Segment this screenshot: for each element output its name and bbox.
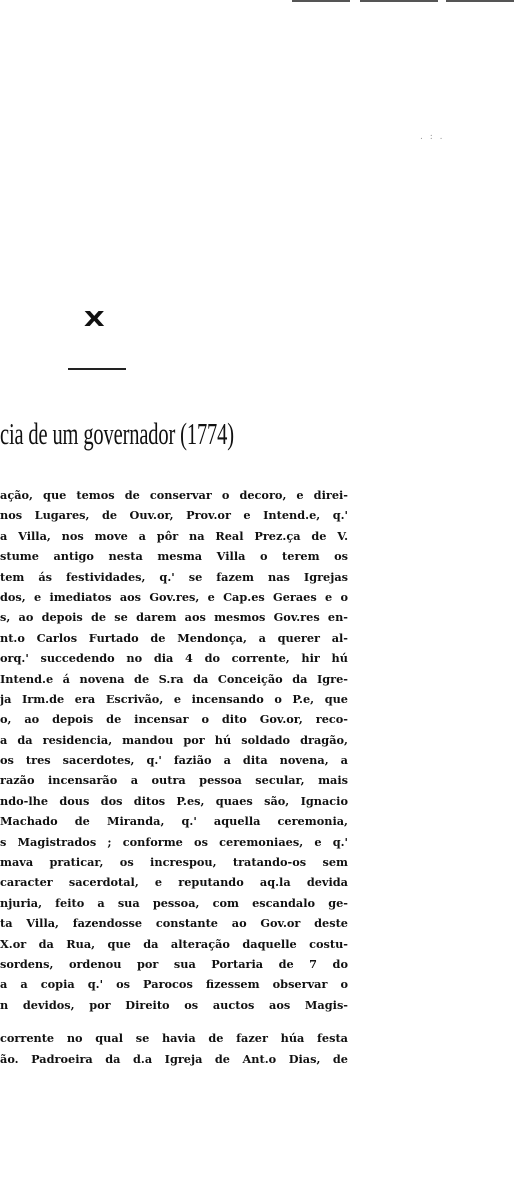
text-line: nos Lugares, de Ouv.or, Prov.or e Intend.e, q.' (0, 508, 348, 523)
top-edge-rule (292, 0, 350, 2)
chapter-title: cia de um governador (1774) (0, 416, 234, 451)
text-line: mava praticar, os increspou, tratando-os sem (0, 855, 348, 870)
text-line: ão. Padroeira da d.a Igreja de Ant.o Dias, de (0, 1051, 348, 1066)
text-line: njuria, feito a sua pessoa, com escandalo ge- (0, 895, 348, 910)
text-line: nt.o Carlos Furtado de Mendonça, a querer al- (0, 630, 348, 645)
text-line: ta Villa, fazendosse constante ao Gov.or deste (0, 916, 348, 931)
text-line: corrente no qual se havia de fazer húa festa (0, 1031, 348, 1046)
scan-speck: . : . (420, 132, 445, 142)
text-line: a da residencia, mandou por hú soldado dragão, (0, 732, 348, 747)
text-line: X.or da Rua, que da alteração daquelle costu- (0, 936, 348, 951)
text-line: ndo-lhe dous dos ditos P.es, quaes são, Ignacio (0, 793, 348, 808)
text-line: Machado de Miranda, q.' aquella ceremonia, (0, 814, 348, 829)
text-line: s, ao depois de se darem aos mesmos Gov.res en- (0, 610, 348, 625)
text-line: orq.' succedendo no dia 4 do corrente, hir hú (0, 651, 348, 666)
text-line: n devidos, por Direito os auctos aos Magis- (0, 997, 348, 1012)
text-line: tem ás festividades, q.' se fazem nas Igrejas (0, 569, 348, 584)
text-line: Intend.e á novena de S.ra da Conceição da Igre- (0, 671, 348, 686)
text-line: os tres sacerdotes, q.' fazião a dita novena, a (0, 753, 348, 768)
text-line: dos, e imediatos aos Gov.res, e Cap.es Geraes e o (0, 589, 348, 604)
text-line: ja Irm.de era Escrivão, e incensando o P.e, que (0, 691, 348, 706)
text-line: o, ao depois de incensar o dito Gov.or, reco- (0, 712, 348, 727)
text-line: razão incensarão a outra pessoa secular, mais (0, 773, 348, 788)
chapter-divider (68, 368, 126, 370)
top-edge-rule (360, 0, 438, 2)
text-line: stume antigo nesta mesma Villa o terem os (0, 549, 348, 564)
top-edge-rule (446, 0, 514, 2)
chapter-number: X (83, 307, 107, 331)
text-line: a Villa, nos move a pôr na Real Prez.ça de V. (0, 528, 348, 543)
body-text (0, 485, 348, 1069)
text-line: sordens, ordenou por sua Portaria de 7 do (0, 956, 348, 971)
text-line: ação, que temos de conservar o decoro, e direi- (0, 488, 348, 502)
text-line: s Magistrados ; conforme os ceremoniaes, e q.' (0, 834, 348, 849)
text-line: caracter sacerdotal, e reputando aq.la devida (0, 875, 348, 890)
text-line: a a copia q.' os Parocos fizessem observar o (0, 977, 348, 992)
